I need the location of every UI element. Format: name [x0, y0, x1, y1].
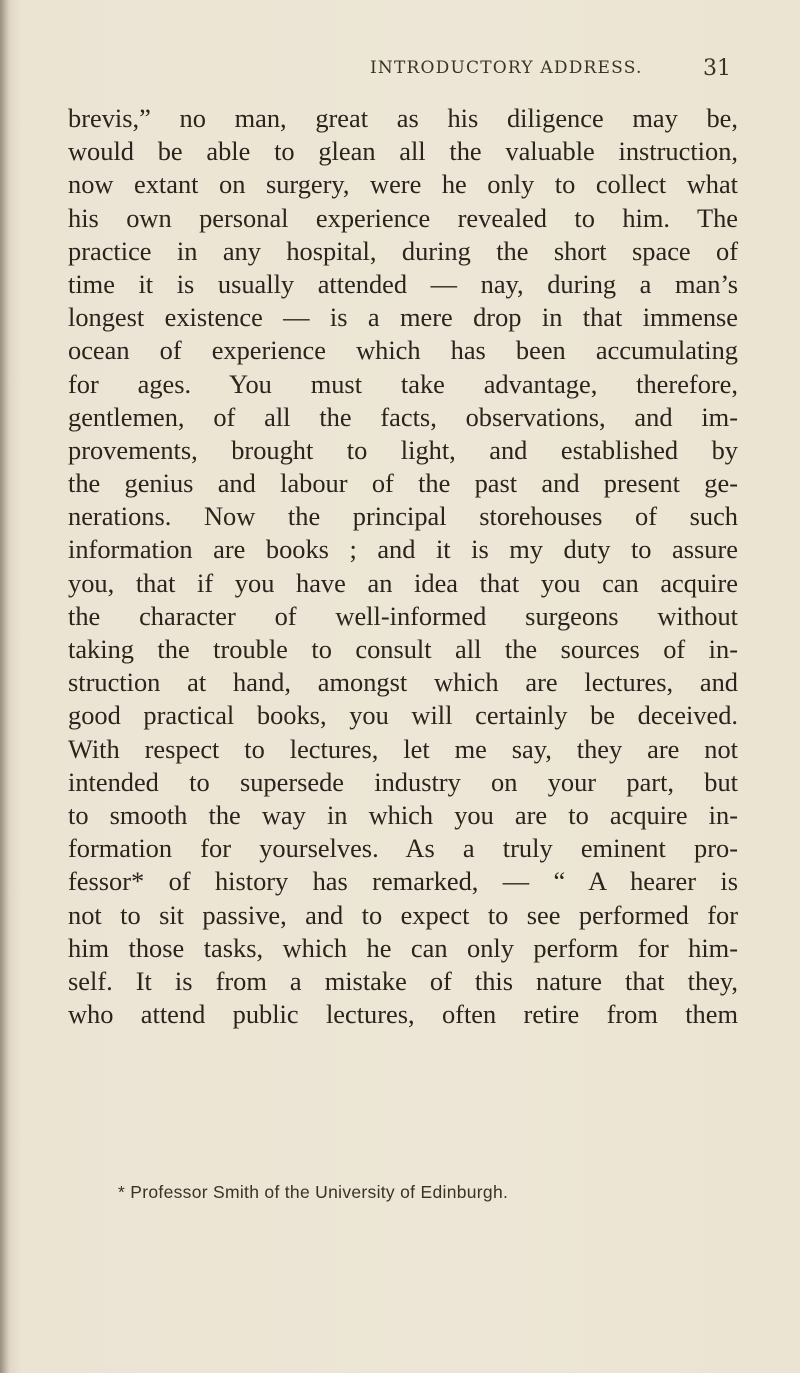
text-line: fessor* of history has remarked, — “ A hearer is — [68, 866, 738, 897]
text-line: brevis,” no man, great as his diligence may be, — [68, 103, 738, 133]
text-line: who attend public lectures, often retire from them — [68, 999, 738, 1030]
text-line: nerations. Now the principal storehouses of such — [68, 501, 738, 532]
text-line: practice in any hospital, during the short space of — [68, 235, 738, 266]
text-line: good practical books, you will certainly be deceived. — [68, 700, 738, 731]
text-line: ocean of experience which has been accumulating — [68, 335, 738, 366]
text-line: for ages. You must take advantage, therefore, — [68, 368, 738, 399]
text-line: struction at hand, amongst which are lectures, and — [68, 667, 738, 698]
running-head — [0, 58, 800, 88]
text-line: longest existence — is a mere drop in that immense — [68, 302, 738, 333]
text-line: taking the trouble to consult all the sources of in- — [68, 634, 738, 664]
text-line: time it is usually attended — nay, during a man’s — [68, 268, 738, 299]
text-line: self. It is from a mistake of this nature that they, — [68, 965, 738, 996]
text-line: him those tasks, which he can only perform for him- — [68, 932, 738, 963]
text-line: to smooth the way in which you are to acquire in- — [68, 799, 738, 830]
text-line: intended to supersede industry on your part, but — [68, 766, 738, 797]
footnote: * Professor Smith of the University of Edinburgh. — [118, 1182, 509, 1202]
text-line: gentlemen, of all the facts, observations, and im- — [68, 401, 738, 432]
page-gutter-shadow — [0, 0, 10, 1373]
text-line: With respect to lectures, let me say, they are not — [68, 733, 738, 764]
text-line: the character of well-informed surgeons without — [68, 600, 738, 631]
text-line: formation for yourselves. As a truly eminent pro- — [68, 833, 738, 864]
text-line: not to sit passive, and to expect to see performed for — [68, 899, 738, 930]
text-line: would be able to glean all the valuable instruction, — [68, 136, 738, 167]
text-line: his own personal experience revealed to him. The — [68, 202, 738, 233]
text-line: information are books ; and it is my duty to assure — [68, 534, 738, 565]
body-text — [68, 102, 738, 1031]
text-line: the genius and labour of the past and present ge- — [68, 468, 738, 499]
text-line: now extant on surgery, were he only to collect what — [68, 169, 738, 200]
text-line: provements, brought to light, and established by — [68, 434, 738, 465]
text-line: you, that if you have an idea that you can acquire — [68, 567, 738, 598]
running-title: INTRODUCTORY ADDRESS. — [370, 58, 643, 78]
page-number: 31 — [703, 56, 731, 81]
